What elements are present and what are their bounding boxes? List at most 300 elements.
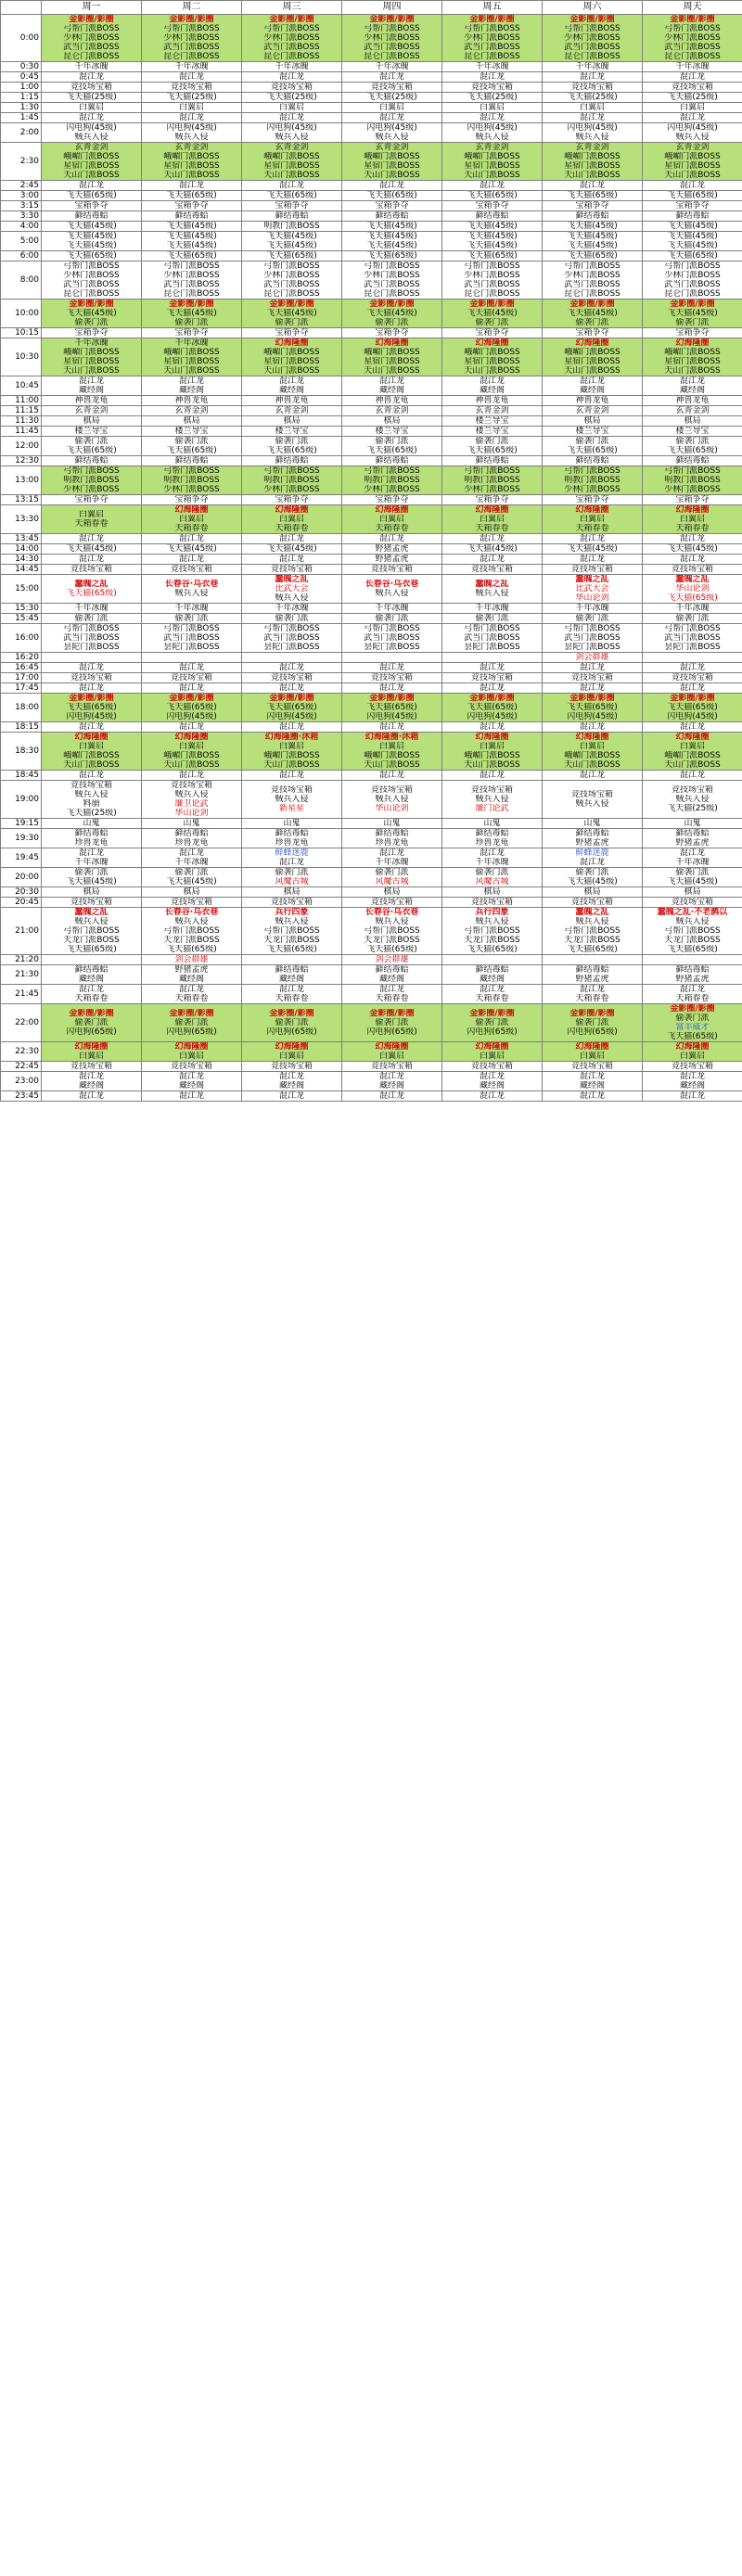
schedule-cell: [543, 505, 643, 534]
event-label: 风魔古城: [275, 877, 309, 886]
empty-slot: [142, 653, 241, 662]
event-label: 幻海隆圈: [643, 733, 742, 742]
schedule-cell: [342, 965, 442, 985]
event-label: 偷袭门派: [275, 437, 309, 446]
event-label: 藏经阁: [479, 975, 505, 984]
event-label: 峨嵋门派BOSS: [643, 348, 742, 357]
event-label: 贼兵入侵: [275, 917, 309, 926]
event-label: 混江龙: [178, 72, 204, 82]
event-label: 竞技场宝箱: [470, 898, 513, 907]
event-label: 千年冰魄: [74, 604, 109, 613]
event-label: 金影圈/影圈: [342, 694, 441, 703]
row-time-label: 21:30: [1, 965, 42, 985]
schedule-cell: [342, 103, 442, 113]
event-label: 玄青金剑: [643, 143, 742, 152]
event-label: 峨嵋门派BOSS: [342, 152, 441, 161]
schedule-cell: [142, 72, 242, 83]
event-label: 藏经阁: [378, 386, 404, 395]
schedule-cell: [242, 575, 342, 604]
schedule-cell: [643, 819, 742, 829]
event-label: 弓帮门派BOSS: [63, 926, 120, 936]
event-label: 峨嵋门派BOSS: [643, 751, 742, 760]
event-label: 飞天猫(65级): [667, 251, 718, 261]
schedule-cell: [442, 406, 543, 416]
empty-slot: [242, 955, 341, 964]
schedule-cell: [643, 328, 742, 338]
event-label: 混江龙: [679, 848, 705, 858]
event-label: 贼兵入侵: [74, 917, 109, 926]
event-label: 混江龙: [378, 113, 404, 122]
schedule-cell: [543, 694, 643, 722]
schedule-cell: [42, 1042, 142, 1062]
event-label: 飞天猫(65级): [366, 945, 417, 954]
day-header-6: 周天: [643, 1, 742, 15]
schedule-cell: [442, 328, 543, 338]
schedule-row: [1, 376, 742, 396]
event-label: 飞天猫(65级): [667, 593, 718, 603]
event-label: 偷袭门派: [142, 318, 241, 327]
event-label: 竞技场宝箱: [570, 790, 613, 799]
schedule-row: [1, 733, 742, 771]
event-label: 混江龙: [278, 722, 304, 732]
event-label: 飞天猫(45级): [42, 309, 141, 318]
schedule-row: [1, 898, 742, 908]
schedule-cell: [643, 466, 742, 495]
event-label: 天山门派BOSS: [242, 366, 341, 376]
schedule-cell: [543, 722, 643, 733]
schedule-cell: [142, 211, 242, 222]
schedule-cell: [142, 456, 242, 466]
event-label: 白翼启: [643, 1052, 742, 1061]
event-label: 剑会群雄: [174, 955, 209, 964]
schedule-cell: [543, 1042, 643, 1062]
event-label: 竞技场宝箱: [170, 898, 212, 907]
event-label: 偷袭门派: [375, 437, 409, 446]
schedule-cell: [442, 338, 543, 376]
schedule-cell: [543, 771, 643, 781]
schedule-row: [1, 565, 742, 575]
event-label: 混江龙: [278, 985, 304, 994]
schedule-cell: [142, 534, 242, 544]
schedule-cell: [342, 614, 442, 624]
event-label: 偷袭门派: [74, 868, 109, 877]
event-label: 幻海隆圈: [543, 338, 642, 348]
event-label: 竞技场宝箱: [270, 1062, 313, 1071]
event-label: 千年冰魄: [42, 338, 141, 348]
event-label: 明教门派BOSS: [142, 476, 241, 485]
schedule-cell: [442, 663, 543, 673]
event-label: 藓结毒蛤: [174, 829, 209, 838]
schedule-cell: [42, 456, 142, 466]
schedule-cell: [442, 143, 543, 181]
schedule-cell: [242, 93, 342, 103]
schedule-cell: [342, 985, 442, 1004]
event-label: 明教门派BOSS: [263, 222, 320, 231]
schedule-cell: [342, 694, 442, 722]
schedule-cell: [342, 376, 442, 396]
schedule-cell: [142, 495, 242, 505]
event-label: 偷袭门派: [174, 868, 209, 877]
event-label: 千年冰魄: [575, 604, 609, 613]
event-label: 少林门派BOSS: [142, 33, 241, 43]
event-label: 少林门派BOSS: [364, 271, 420, 280]
schedule-row: [1, 1072, 742, 1091]
event-label: 混江龙: [479, 534, 505, 543]
event-label: 星宿门派BOSS: [643, 161, 742, 171]
event-label: 混江龙: [78, 771, 104, 780]
event-label: 金影圈/影圈: [643, 694, 742, 703]
event-label: 白翼启: [78, 103, 104, 112]
schedule-cell: [242, 396, 342, 406]
event-label: 少林门派BOSS: [263, 271, 320, 280]
schedule-cell: [242, 1042, 342, 1062]
event-label: 华山论剑: [675, 584, 710, 593]
event-label: 飞天猫(65级): [442, 703, 542, 712]
event-label: 藏经阁: [178, 975, 204, 984]
schedule-row: [1, 338, 742, 376]
event-label: 金影圈/影圈: [242, 1009, 341, 1018]
row-time-label: 13:30: [1, 505, 42, 534]
event-label: 武当门派BOSS: [442, 43, 542, 52]
schedule-cell: [643, 985, 742, 1004]
event-label: 偷袭门派: [442, 318, 542, 327]
schedule-cell: [342, 181, 442, 191]
schedule-row: [1, 965, 742, 985]
event-label: 武当门派BOSS: [643, 43, 742, 52]
schedule-cell: [342, 848, 442, 868]
schedule-row: [1, 868, 742, 887]
event-label: 星宿门派BOSS: [242, 161, 341, 171]
event-label: 天龙门派BOSS: [664, 936, 721, 945]
row-time-label: 16:00: [1, 624, 42, 653]
event-label: 混江龙: [378, 683, 404, 693]
event-label: 偷袭门派: [242, 1018, 341, 1027]
event-label: 玄青金剑: [675, 406, 710, 415]
schedule-cell: [442, 985, 543, 1004]
row-time-label: 2:00: [1, 123, 42, 143]
schedule-cell: [242, 406, 342, 416]
row-time-label: 17:45: [1, 683, 42, 694]
schedule-cell: [142, 663, 242, 673]
schedule-cell: [142, 103, 242, 113]
event-label: 贼兵入侵: [375, 589, 409, 598]
event-label: 混江龙: [479, 72, 505, 82]
schedule-cell: [543, 396, 643, 406]
event-label: 闪电狗(45级): [667, 123, 718, 133]
event-label: 飞天猫(45级): [66, 877, 117, 886]
event-label: 弓帮门派BOSS: [63, 624, 120, 633]
event-label: 藓结毒蛤: [575, 456, 609, 465]
row-time-label: 14:30: [1, 555, 42, 565]
schedule-cell: [42, 62, 142, 72]
event-label: 千年冰魄: [675, 858, 710, 867]
event-label: 玄青金剑: [342, 143, 441, 152]
event-label: 混江龙: [278, 72, 304, 82]
event-label: 贼兵入侵: [475, 795, 509, 804]
schedule-cell: [142, 771, 242, 781]
event-label: 混江龙: [378, 722, 404, 732]
event-label: 千年冰魄: [475, 858, 509, 867]
event-label: 藏经阁: [78, 1081, 104, 1090]
event-label: 玄青金剑: [543, 143, 642, 152]
event-label: 闪电狗(45级): [342, 712, 441, 721]
schedule-cell: [142, 781, 242, 819]
event-label: 竞技场宝箱: [270, 785, 313, 795]
event-label: 星宿门派BOSS: [42, 357, 141, 366]
event-label: 贼兵入侵: [475, 589, 509, 598]
schedule-cell: [142, 985, 242, 1004]
schedule-cell: [442, 614, 543, 624]
schedule-cell: [643, 211, 742, 222]
event-label: 武当门派BOSS: [664, 633, 721, 643]
schedule-cell: [42, 300, 142, 328]
event-label: 少林门派BOSS: [63, 271, 120, 280]
event-label: 金影圈/影圈: [543, 694, 642, 703]
schedule-row: [1, 456, 742, 466]
row-time-label: 19:45: [1, 848, 42, 868]
schedule-cell: [142, 848, 242, 868]
schedule-cell: [42, 887, 142, 898]
event-label: 白翼启: [242, 515, 341, 524]
schedule-cell: [442, 466, 543, 495]
event-label: 混江龙: [178, 848, 204, 858]
schedule-cell: [342, 575, 442, 604]
event-label: 宝箱争夺: [275, 495, 309, 504]
event-label: 金影圈/影圈: [643, 300, 742, 309]
event-label: 弓帮门派BOSS: [63, 261, 120, 271]
event-label: 混江龙: [278, 771, 304, 780]
row-time-label: 3:30: [1, 211, 42, 222]
schedule-cell: [543, 328, 643, 338]
schedule-cell: [543, 955, 643, 965]
event-label: 长春谷·乌衣巷: [164, 580, 219, 589]
schedule-row: [1, 62, 742, 72]
schedule-cell: [543, 1072, 643, 1091]
event-label: 千年冰魄: [675, 62, 710, 71]
event-label: 明教门派BOSS: [342, 476, 441, 485]
schedule-cell: [442, 505, 543, 534]
event-label: 混江龙: [278, 1072, 304, 1081]
event-label: 弓帮门派BOSS: [263, 261, 320, 271]
schedule-cell: [242, 722, 342, 733]
event-label: 山鬼: [83, 819, 100, 828]
schedule-cell: [42, 466, 142, 495]
schedule-cell: [342, 683, 442, 694]
event-label: 宝箱争夺: [275, 201, 309, 210]
event-label: 飞天猫(65级): [142, 703, 241, 712]
schedule-cell: [142, 505, 242, 534]
event-label: 飞天猫(65级): [166, 446, 217, 455]
event-label: 飞天猫(65级): [266, 191, 317, 200]
event-label: 白翼启: [442, 742, 542, 751]
event-label: 明教门派BOSS: [543, 476, 642, 485]
event-label: 混江龙: [178, 534, 204, 543]
event-label: 华山论剑: [575, 593, 609, 603]
schedule-cell: [643, 955, 742, 965]
event-label: 武当门派BOSS: [364, 280, 420, 289]
schedule-cell: [42, 565, 142, 575]
schedule-cell: [242, 534, 342, 544]
event-label: 弓帮门派BOSS: [564, 261, 620, 271]
schedule-row: [1, 985, 742, 1004]
event-label: 金影圈/影圈: [342, 1009, 441, 1018]
event-label: 天箱春卷: [442, 524, 542, 533]
event-label: 昙陀门派BOSS: [464, 643, 520, 652]
event-label: 飞天猫(65级): [567, 191, 618, 200]
event-label: 白翼启: [142, 515, 241, 524]
schedule-cell: [342, 83, 442, 93]
schedule-cell: [442, 1004, 543, 1042]
schedule-cell: [42, 93, 142, 103]
event-label: 少林门派BOSS: [442, 33, 542, 43]
schedule-cell: [242, 123, 342, 143]
event-label: 弓帮门派BOSS: [242, 466, 341, 476]
event-label: 弓帮门派BOSS: [643, 24, 742, 33]
event-label: 玄青金剑: [275, 406, 309, 415]
schedule-cell: [643, 1091, 742, 1102]
event-label: 幻海隆圈: [643, 1042, 742, 1052]
event-label: 千年冰魄: [174, 858, 209, 867]
event-label: 偷袭门派: [643, 1014, 742, 1023]
event-label: 金影圈/影圈: [42, 300, 141, 309]
event-label: 比武大会: [275, 584, 309, 593]
schedule-cell: [142, 93, 242, 103]
event-label: 竞技场宝箱: [170, 781, 212, 790]
event-label: 藓结毒蛤: [275, 965, 309, 975]
event-label: 天龙门派BOSS: [163, 936, 220, 945]
event-label: 幻海隆圈: [342, 1042, 441, 1052]
schedule-cell: [543, 887, 643, 898]
schedule-cell: [342, 1091, 442, 1102]
event-label: 竞技场宝箱: [170, 565, 212, 574]
event-label: 明教门派BOSS: [442, 476, 542, 485]
event-label: 混江龙: [278, 858, 304, 867]
event-label: 偷袭门派: [174, 437, 209, 446]
schedule-cell: [643, 771, 742, 781]
schedule-cell: [42, 733, 142, 771]
event-label: 混江龙: [278, 534, 304, 543]
schedule-cell: [442, 232, 543, 251]
event-label: 竞技场宝箱: [470, 565, 513, 574]
schedule-cell: [342, 201, 442, 211]
schedule-cell: [543, 829, 643, 848]
event-label: 山鬼: [383, 819, 401, 828]
schedule-cell: [142, 1042, 242, 1062]
event-label: 剑会群雄: [375, 955, 409, 964]
event-label: 偷袭门派: [375, 868, 409, 877]
event-label: 弓帮门派BOSS: [564, 926, 620, 936]
row-time-label: 14:45: [1, 565, 42, 575]
event-label: 竞技场宝箱: [170, 1062, 212, 1071]
event-label: 弓帮门派BOSS: [564, 624, 620, 633]
event-label: 弓帮门派BOSS: [464, 261, 520, 271]
event-label: 少林门派BOSS: [543, 33, 642, 43]
event-label: 天箱春卷: [342, 524, 441, 533]
schedule-cell: [643, 93, 742, 103]
event-label: 竞技场宝箱: [370, 785, 413, 795]
event-label: 神兽龙龟: [74, 396, 109, 405]
schedule-cell: [643, 113, 742, 123]
event-label: 弓帮门派BOSS: [342, 24, 441, 33]
schedule-cell: [643, 123, 742, 143]
event-label: 星宿门派BOSS: [342, 357, 441, 366]
event-label: 飞天猫(45级): [543, 309, 642, 318]
event-label: 弓帮门派BOSS: [263, 926, 320, 936]
schedule-cell: [142, 143, 242, 181]
event-label: 飞天猫(25级): [166, 93, 217, 102]
event-label: 金影圈/影圈: [342, 15, 441, 24]
event-label: 幻海隆圈: [543, 505, 642, 515]
schedule-cell: [543, 555, 643, 565]
schedule-cell: [643, 1004, 742, 1042]
event-label: 藏经阁: [178, 386, 204, 395]
schedule-cell: [442, 965, 543, 985]
event-label: 藓结毒蛤: [475, 965, 509, 975]
event-label: 星宿门派BOSS: [543, 161, 642, 171]
schedule-cell: [442, 181, 543, 191]
event-label: 混江龙: [479, 848, 505, 858]
schedule-row: [1, 544, 742, 555]
event-label: 飞天猫(45级): [667, 544, 718, 554]
event-label: 幻海隆圈: [42, 1042, 141, 1052]
empty-slot: [42, 955, 141, 964]
schedule-cell: [342, 1004, 442, 1042]
event-label: 峨嵋门派BOSS: [442, 152, 542, 161]
schedule-cell: [42, 663, 142, 673]
event-label: 偷袭门派: [375, 614, 409, 623]
schedule-cell: [442, 261, 543, 300]
event-label: 飞天猫(65级): [467, 251, 518, 261]
event-label: 贼兵入侵: [174, 917, 209, 926]
schedule-cell: [42, 222, 142, 232]
event-label: 弓帮门派BOSS: [163, 261, 220, 271]
event-label: 华山论剑: [174, 809, 209, 818]
event-label: 珍兽龙龟: [275, 838, 309, 848]
schedule-cell: [643, 781, 742, 819]
schedule-cell: [543, 232, 643, 251]
event-label: 飞天猫(45级): [667, 232, 718, 241]
event-label: 偷袭门派: [575, 614, 609, 623]
event-label: 昆仑门派BOSS: [42, 52, 141, 61]
event-label: 混江龙: [479, 1091, 505, 1101]
event-label: 珍兽龙龟: [174, 838, 209, 848]
event-label: 少林门派BOSS: [543, 485, 642, 494]
event-label: 金影圈/影圈: [543, 300, 642, 309]
event-label: 闪电狗(45级): [643, 712, 742, 721]
event-label: 藏经阁: [78, 386, 104, 395]
schedule-row: [1, 694, 742, 722]
event-label: 楼兰导宝: [475, 427, 509, 436]
schedule-cell: [543, 406, 643, 416]
schedule-cell: [142, 722, 242, 733]
event-label: 藏经阁: [278, 1081, 304, 1090]
row-time-label: 15:00: [1, 575, 42, 604]
event-label: 飞天猫(65级): [467, 446, 518, 455]
event-label: 偷袭门派: [442, 1018, 542, 1027]
event-label: 武当门派BOSS: [163, 633, 220, 643]
schedule-cell: [142, 396, 242, 406]
event-label: 贼兵入侵: [675, 795, 710, 804]
schedule-cell: [142, 955, 242, 965]
schedule-cell: [142, 565, 242, 575]
schedule-cell: [142, 604, 242, 614]
schedule-cell: [543, 1004, 643, 1042]
schedule-cell: [142, 868, 242, 887]
event-label: 贼兵入侵: [275, 133, 309, 142]
schedule-cell: [142, 555, 242, 565]
event-label: 棋局: [283, 887, 301, 897]
event-label: 混江龙: [579, 376, 605, 386]
